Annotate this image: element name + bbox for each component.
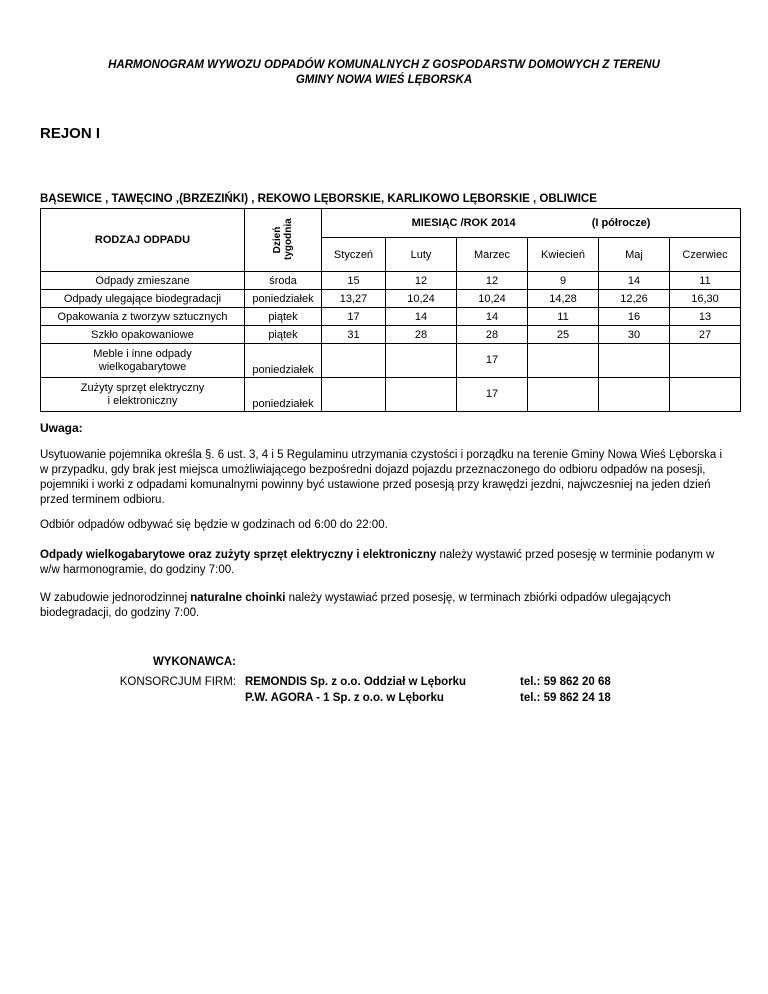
- table-row: [41, 344, 741, 378]
- contractor-firm-2: P.W. AGORA - 1 Sp. z o.o. w Lęborku: [245, 692, 444, 704]
- note-paragraph-bulky-waste: [40, 548, 730, 578]
- date-cell: 14: [386, 308, 457, 326]
- month-header-jan: Styczeń: [322, 238, 386, 272]
- date-cell: 10,24: [386, 290, 457, 308]
- weekday-cell: poniedziałek: [245, 344, 322, 378]
- month-header-mar: Marzec: [457, 238, 528, 272]
- date-cell: 14: [457, 308, 528, 326]
- document-title: [40, 58, 728, 88]
- waste-type-line: Meble i inne odpady: [93, 347, 192, 360]
- date-cell: [670, 378, 741, 412]
- region-heading: REJON I: [40, 125, 101, 142]
- date-cell: [528, 378, 599, 412]
- date-cell: 13,27: [322, 290, 386, 308]
- date-cell: [322, 378, 386, 412]
- contractor-phone-1: tel.: 59 862 20 68: [520, 676, 611, 688]
- table-row: [41, 326, 741, 344]
- table-row: [41, 272, 741, 290]
- header-month-year: [322, 209, 741, 238]
- date-cell: [670, 344, 741, 378]
- note-paragraph-christmas-trees: [40, 591, 730, 621]
- header-weekday: [245, 209, 322, 272]
- header-weekday-label: Dzień tygodnia: [272, 218, 294, 260]
- note-bold-text: Odpady wielkogabarytowe oraz zużyty sprzęt elektryczny i elektroniczny: [40, 549, 437, 561]
- weekday-cell: poniedziałek: [245, 290, 322, 308]
- contractor-label: WYKONAWCA:: [152, 656, 236, 668]
- date-cell: [528, 344, 599, 378]
- date-cell: 31: [322, 326, 386, 344]
- date-cell: 16,30: [670, 290, 741, 308]
- month-header-feb: Luty: [386, 238, 457, 272]
- waste-type-cell: [41, 378, 245, 412]
- date-cell: 13: [670, 308, 741, 326]
- table-row: [41, 378, 741, 412]
- note-text: należy wystawić przed posesję w terminie podanym w w/w harmonogramie, do godziny 7:00.: [40, 549, 715, 576]
- date-cell: 15: [322, 272, 386, 290]
- date-cell: [322, 344, 386, 378]
- header-half-year: (I półrocze): [591, 217, 651, 229]
- date-cell: 12: [386, 272, 457, 290]
- date-cell: 14: [599, 272, 670, 290]
- date-cell: [599, 378, 670, 412]
- waste-type-cell: Opakowania z tworzyw sztucznych: [41, 308, 245, 326]
- weekday-cell: środa: [245, 272, 322, 290]
- table-row: [41, 308, 741, 326]
- note-text: W zabudowie jednorodzinnej: [40, 592, 191, 604]
- date-cell: 11: [670, 272, 741, 290]
- note-paragraph-container-placement: Usytuowanie pojemnika określa §. 6 ust. 3, 4 i 5 Regulaminu utrzymania czystości i porządku na terenie Gminy Nowa Wieś Lęborska i w przypadku, gdy brak jest miejsca umożliwiającego bezpośredni dojazd pojazdu przeznaczonego do odbioru odpadów na posesji, pojemniki i worki z odpadami komunalnymi powinny być ustawione przed posesją przy krawędzi jezdni, najwczesniej na jeden dzień przed terminem odbioru.: [40, 449, 723, 506]
- date-cell: 11: [528, 308, 599, 326]
- date-cell: [599, 344, 670, 378]
- date-cell: 14,28: [528, 290, 599, 308]
- header-waste-type: RODZAJ ODPADU: [41, 209, 245, 272]
- weekday-cell: piątek: [245, 308, 322, 326]
- table-row: [41, 290, 741, 308]
- note-text: należy wystawiać przed posesję, w terminach zbiórki odpadów ulegających biodegradacji, do godziny 7:00.: [40, 592, 671, 619]
- month-header-may: Maj: [599, 238, 670, 272]
- weekday-cell: poniedziałek: [245, 378, 322, 412]
- waste-type-line: Zużyty sprzęt elektryczny: [80, 381, 205, 394]
- date-cell: 17: [457, 378, 528, 412]
- contractor-firm-1: REMONDIS Sp. z o.o. Oddział w Lęborku: [245, 676, 467, 688]
- month-header-jun: Czerwiec: [670, 238, 741, 272]
- date-cell: 28: [457, 326, 528, 344]
- notes-heading: Uwaga:: [40, 421, 83, 435]
- date-cell: [386, 344, 457, 378]
- consortium-label: KONSORCJUM FIRM:: [119, 676, 236, 688]
- date-cell: 17: [322, 308, 386, 326]
- month-header-apr: Kwiecień: [528, 238, 599, 272]
- waste-type-cell: [41, 344, 245, 378]
- waste-type-cell: Odpady zmieszane: [41, 272, 245, 290]
- date-cell: [386, 378, 457, 412]
- schedule-table: [40, 208, 741, 412]
- waste-type-cell: Szkło opakowaniowe: [41, 326, 245, 344]
- date-cell: 12,26: [599, 290, 670, 308]
- title-line-2: GMINY NOWA WIEŚ LĘBORSKA: [295, 74, 473, 86]
- waste-type-line: i elektroniczny: [107, 394, 178, 407]
- date-cell: 28: [386, 326, 457, 344]
- title-line-1: HARMONOGRAM WYWOZU ODPADÓW KOMUNALNYCH Z GOSPODARSTW DOMOWYCH Z TERENU: [108, 59, 660, 71]
- header-month-year-label: MIESIĄC /ROK 2014: [411, 217, 516, 229]
- date-cell: 30: [599, 326, 670, 344]
- date-cell: 10,24: [457, 290, 528, 308]
- date-cell: 17: [457, 344, 528, 378]
- date-cell: 27: [670, 326, 741, 344]
- villages-list: BĄSEWICE , TAWĘCINO ,(BRZEZIŃKI) , REKOWO LĘBORSKIE, KARLIKOWO LĘBORSKIE , OBLIWICE: [40, 193, 597, 205]
- date-cell: 16: [599, 308, 670, 326]
- weekday-cell: piątek: [245, 326, 322, 344]
- date-cell: 9: [528, 272, 599, 290]
- date-cell: 25: [528, 326, 599, 344]
- note-paragraph-collection-hours: Odbiór odpadów odbywać się będzie w godzinach od 6:00 do 22:00.: [40, 519, 388, 531]
- date-cell: 12: [457, 272, 528, 290]
- waste-type-line: wielkogabarytowe: [98, 360, 187, 373]
- waste-type-cell: Odpady ulegające biodegradacji: [41, 290, 245, 308]
- note-bold-text: naturalne choinki: [190, 592, 286, 604]
- contractor-phone-2: tel.: 59 862 24 18: [520, 692, 611, 704]
